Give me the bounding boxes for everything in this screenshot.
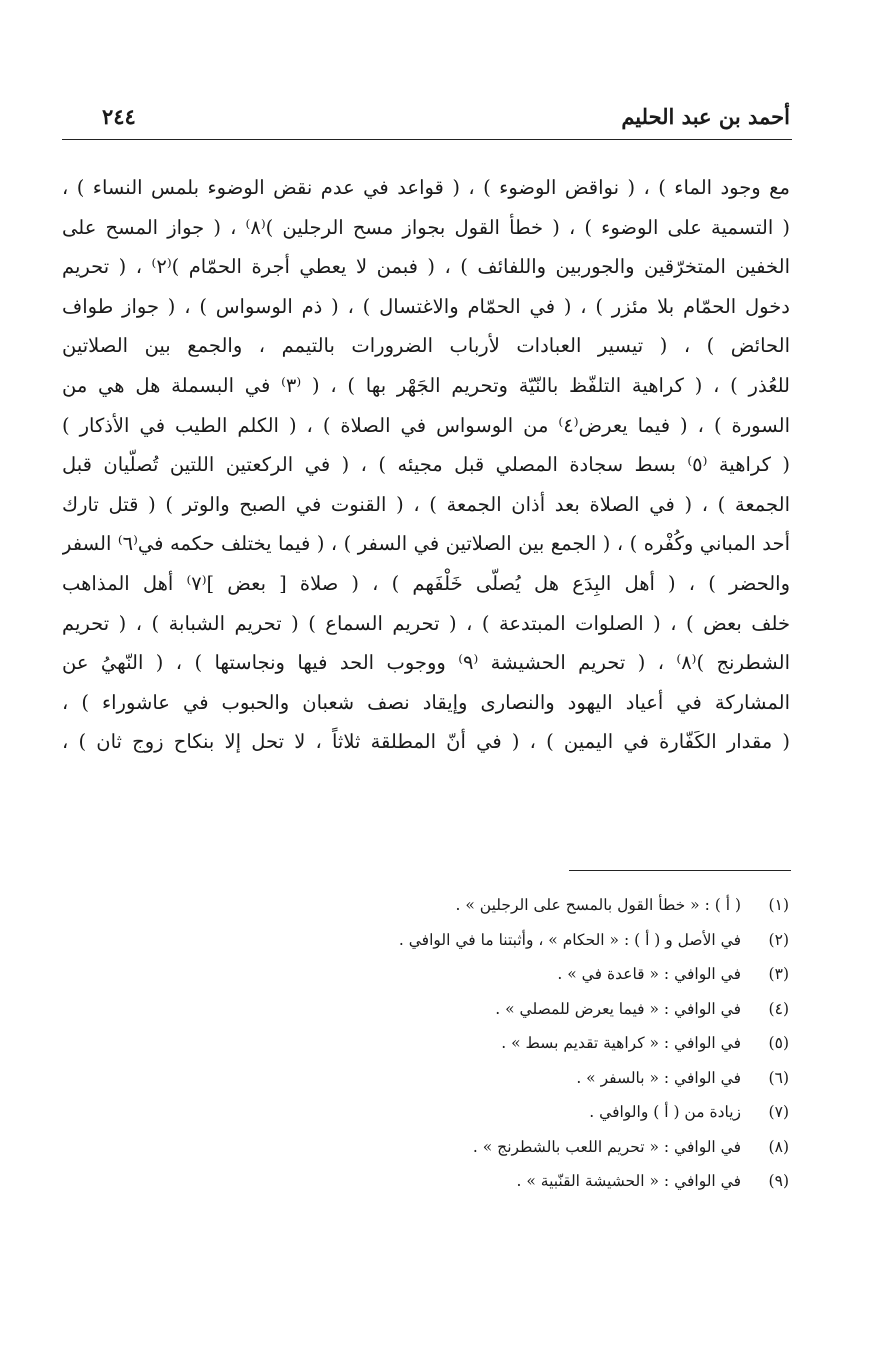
text-line: والحضر ) ، ( أهل البِدَع هل يُصلّى خَلْفَهم ) ، ( صلاة [ بعض ]⁽٧⁾ أهل المذاهب — [62, 571, 790, 595]
text-line: المشاركة في أعياد اليهود والنصارى وإيقاد نصف شعبان والحبوب في عاشوراء ) ، — [62, 690, 790, 714]
footnote-text: في الوافي : « فيما يعرض للمصلي » . — [495, 999, 741, 1018]
footnote-number: (٢) — [768, 930, 789, 949]
text-line: ( التسمية على الوضوء ) ، ( خطأ القول بجواز مسح الرجلين )⁽٨⁾ ، ( جواز المسح على — [62, 215, 790, 239]
footnote-number: (٦) — [768, 1068, 789, 1087]
text-line: الشطرنج )⁽٨⁾ ، ( تحريم الحشيشة ⁽٩⁾ ووجوب الحد فيها ونجاستها ) ، ( النّهيُ عن — [62, 651, 790, 675]
footnote — [189, 923, 789, 958]
footnote-text: في الوافي : « قاعدة في » . — [557, 965, 741, 983]
footnote-number: (٤) — [768, 999, 789, 1018]
running-title: أحمد بن عبد الحليم — [621, 104, 790, 129]
text-line: الحائض ) ، ( تيسير العبادات لأرباب الضرورات بالتيمم ، والجمع بين الصلاتين — [62, 334, 790, 358]
text-line: مع وجود الماء ) ، ( نواقض الوضوء ) ، ( قواعد في عدم نقض الوضوء بلمس النساء ) ، — [62, 176, 790, 199]
footnote-number: (٨) — [768, 1137, 789, 1156]
footnotes — [189, 888, 789, 1199]
footnote — [189, 1164, 789, 1199]
footnote-text: في الوافي : « الحشيشة القنّبية » . — [516, 1172, 741, 1190]
text-line: للعُذر ) ، ( كراهية التلفّظ بالنّيّة وتحريم الجَهْر بها ) ، ( ⁽٣⁾ في البسملة هل هي من — [62, 373, 790, 397]
footnote — [189, 888, 789, 923]
text-line: الخفين المتخرّقين والجوربين واللفائف ) ، ( فبمن لا يعطي أجرة الحمّام )⁽٢⁾ ، ( تحريم — [62, 255, 790, 279]
text-line: السورة ) ، ( فيما يعرض⁽٤⁾ من الوسواس في الصلاة ) ، ( الكلم الطيب في الأذكار ) — [62, 413, 790, 437]
page-number: ٢٤٤ — [102, 104, 136, 129]
footnote — [189, 957, 789, 992]
text-line: أحد المباني وكُفْره ) ، ( الجمع بين الصلاتين في السفر ) ، ( فيما يختلف حكمه في⁽٦⁾ السفر — [62, 532, 790, 556]
footnote-number: (٣) — [768, 965, 789, 983]
footnote — [189, 1130, 789, 1165]
text-line: دخول الحمّام بلا مئزر ) ، ( في الحمّام والاغتسال ) ، ( ذم الوسواس ) ، ( جواز طواف — [62, 294, 790, 318]
text-line: الجمعة ) ، ( في الصلاة بعد أذان الجمعة ) ، ( القنوت في الصبح والوتر ) ( قتل تارك — [62, 492, 790, 516]
footnote-text: زيادة من ( أ ) والوافي . — [589, 1103, 741, 1121]
footnote-text: ( أ ) : « خطأ القول بالمسح على الرجلين » . — [455, 896, 741, 914]
footnote — [189, 1061, 789, 1096]
footnote — [189, 1095, 789, 1130]
footnote-text: في الوافي : « تحريم اللعب بالشطرنج » . — [472, 1137, 741, 1156]
footnote-number: (٩) — [768, 1172, 789, 1190]
text-line: خلف بعض ) ، ( الصلوات المبتدعة ) ، ( تحريم السماع ) ( تحريم الشبابة ) ، ( تحريم — [62, 611, 790, 635]
main-text — [62, 168, 790, 762]
footnote-text: في الأصل و ( أ ) : « الحكام » ، وأثبتنا ما في الوافي . — [398, 930, 741, 949]
footnote — [189, 992, 789, 1027]
page-header — [62, 96, 792, 140]
footnote-number: (٥) — [768, 1034, 789, 1052]
footnote-text: في الوافي : « بالسفر » . — [576, 1068, 741, 1087]
footnote-divider — [569, 870, 791, 871]
text-line: ( مقدار الكَفّارة في اليمين ) ، ( في أنّ المطلقة ثلاثاً ، لا تحل إلا بنكاح زوج ثان ) ، — [62, 730, 790, 754]
footnote-number: (١) — [768, 896, 789, 914]
footnote-number: (٧) — [768, 1103, 789, 1121]
footnote-text: في الوافي : « كراهية تقديم بسط » . — [501, 1034, 741, 1052]
footnote — [189, 1026, 789, 1061]
text-line: ( كراهية ⁽٥⁾ بسط سجادة المصلي قبل مجيئه ) ، ( في الركعتين اللتين تُصلّيان قبل — [62, 453, 790, 477]
